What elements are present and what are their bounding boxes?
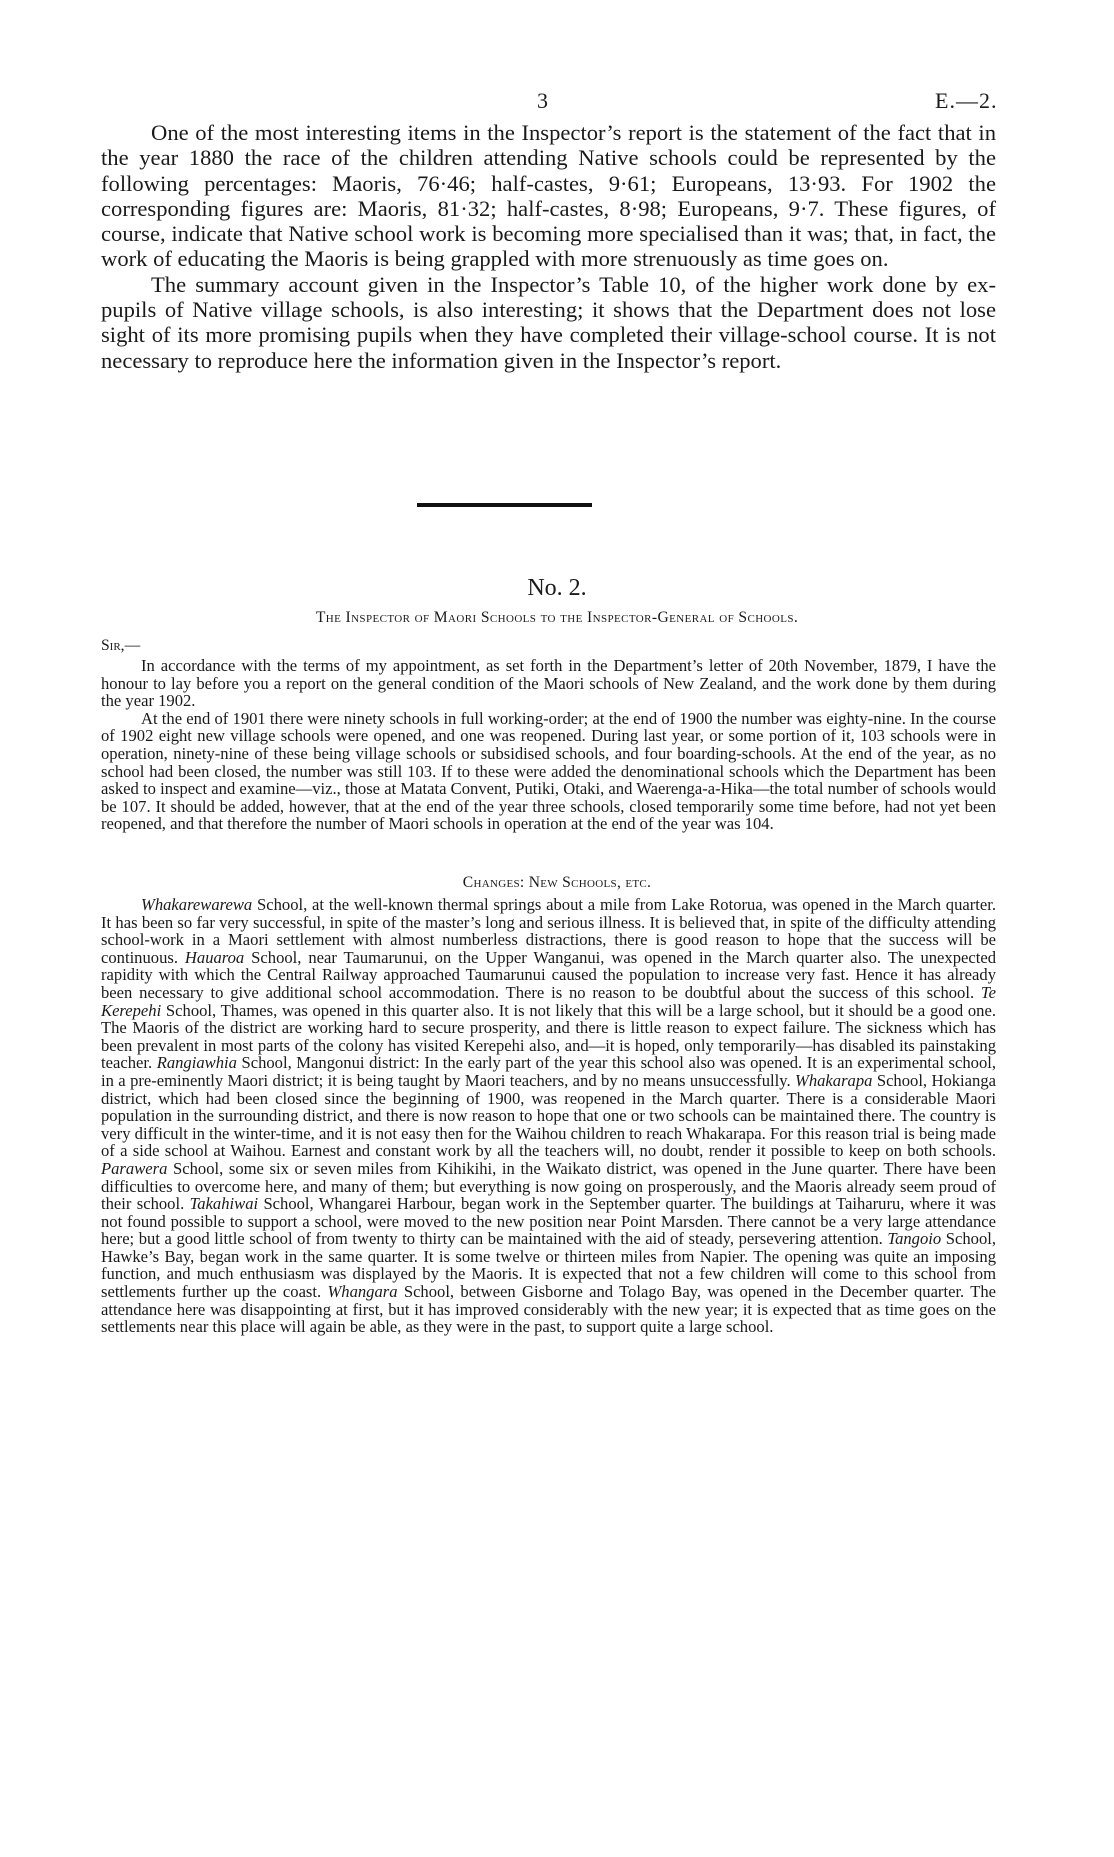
section-divider [417, 503, 592, 507]
section-title: The Inspector of Maori Schools to the Inspector-General of Schools. [315, 609, 799, 626]
changes-heading: Changes: New Schools, etc. [462, 874, 652, 891]
school-name: Whakarapa [795, 1070, 873, 1090]
school-name: Takahiwai [189, 1194, 259, 1214]
school-name: Hauaroa [184, 947, 245, 967]
school-name: Tangoio [887, 1229, 942, 1249]
changes-section [101, 896, 996, 1336]
report-paragraph-2: At the end of 1901 there were ninety schools in full working-order; at the end of 1900 the number was eighty-nine. In the course of 1902 eight new village schools were opened, and one was reopened. During last year, or some portion of it, 103 schools were in operation, ninety-nine of these being village schools or subsidised schools, and four boarding-schools. At the end of the year, as no school had been closed, the number was still 103. If to these were added the denominational schools which the Department has been asked to inspect and examine—viz., those at Matata Convent, Putiki, Otaki, and Waerenga-a-Hika—the total number of schools would be 107. It should be added, however, that at the end of the year three schools, closed temporarily some time before, had not yet been reopened, and that therefore the number of Maori schools in operation at the end of the year was 104. [101, 708, 996, 834]
report-paragraph-1: In accordance with the terms of my appointment, as set forth in the Department’s letter of 20th November, 1879, I have the honour to lay before you a report on the general condition of the Maori schools of New Zealand, and the work done by them during the year 1902. [101, 656, 996, 711]
intro-paragraph-1: One of the most interesting items in the Inspector’s report is the statement of the fact that in the year 1880 the race of the children attending Native schools could be represented by the following percentages: Maoris, 76·46; half-castes, 9·61; Europeans, 13·93. For 1902 the corresponding figures are: Maoris, 81·32; half-castes, 8·98; Europeans, 9·7. These figures, of course, indicate that Native school work is becoming more specialised than it was; that, in fact, the work of educating the Maoris is being grappled with more strenuously as time goes on. [101, 120, 996, 272]
intro-section [101, 120, 996, 373]
changes-paragraph: Whakarewarewa School, at the well-known thermal springs about a mile from Lake Rotorua, was opened in the March quarter. It has been so far very successful, in spite of the master’s long and serious illness. It is believed that, in spite of the difficulty attending school-work in a Maori settlement with almost numberless distractions, there is good reason to hope that the success will be continuous. Hauaroa School, near Taumarunui, on the Upper Wanganui, was opened in the March quarter also. The unexpected rapidity with which the Central Railway approached Taumarunui caused the population to increase very fast. Hence it has already been necessary to give additional school accommodation. There is no reason to be doubtful about the success of this school. Te Kerepehi School, Thames, was opened in this quarter also. It is not likely that this will be a large school, but it should be a good one. The Maoris of the district are working hard to secure prosperity, and there is little reason to expect failure. The sickness which has been prevalent in most parts of the colony has visited Kerepehi also, and—it is hoped, only temporarily—has disabled its painstaking teacher. Rangiawhia School, Mangonui district: In the early part of the year this school also was opened. It is an experimental school, in a pre-eminently Maori district; it is being taught by Maori teachers, and by no means unsuccessfully. Whakarapa School, Hokianga district, which had been closed since the beginning of 1900, was reopened in the March quarter. There is a considerable Maori population in the surrounding district, and there is now reason to hope that one or two schools can be maintained there. The country is very difficult in the winter-time, and it is not easy then for the Waihou children to reach Whakarapa. For this reason trial is being made of a side school at Waihou. Earnest and constant work by all the teachers will, no doubt, render it possible to keep on both schools. Parawera School, some six or seven miles from Kihikihi, in the Waikato district, was opened in the June quarter. There have been difficulties to overcome here, and many of them; but everything is now going on prosperously, and the Maoris already seem proud of their school. Takahiwai School, Whangarei Harbour, began work in the September quarter. The buildings at Taiharuru, where it was not found possible to support a school, were moved to the new position near Point Marsden. There cannot be a very large attendance here; but a good little school of from twenty to thirty can be maintained with the aid of steady, persevering attention. Tangoio School, Hawke’s Bay, began work in the same quarter. It is some twelve or thirteen miles from Napier. The opening was quite an imposing function, and much enthusiasm was displayed by the Maoris. It is expected that not a few children will come to this school from settlements further up the coast. Whangara School, between Gisborne and Tolago Bay, was opened in the December quarter. The attendance here was disappointing at first, but it has improved considerably with the new year; it is expected that as time goes on the settlements near this place will again be able, as they were in the past, to support quite a large school. [101, 895, 997, 1337]
page-number: 3 [537, 88, 548, 113]
section-number: No. 2. [527, 575, 587, 601]
school-name: Rangiawhia [156, 1053, 237, 1073]
school-name: Whangara [327, 1282, 398, 1302]
report-opening [101, 657, 996, 833]
salutation: Sir,— [101, 637, 141, 654]
document-reference: E.—2. [935, 88, 998, 113]
intro-paragraph-2: The summary account given in the Inspector’s Table 10, of the higher work done by ex-pupils of Native village schools, is also interesting; it shows that the Department does not lose sight of its more promising pupils when they have completed their village-school course. It is not necessary to reproduce here the information given in the Inspector’s report. [101, 271, 996, 373]
school-name: Te Kerepehi [101, 982, 996, 1020]
school-name: Parawera [101, 1158, 168, 1178]
school-name: Whakarewarewa [141, 895, 253, 914]
